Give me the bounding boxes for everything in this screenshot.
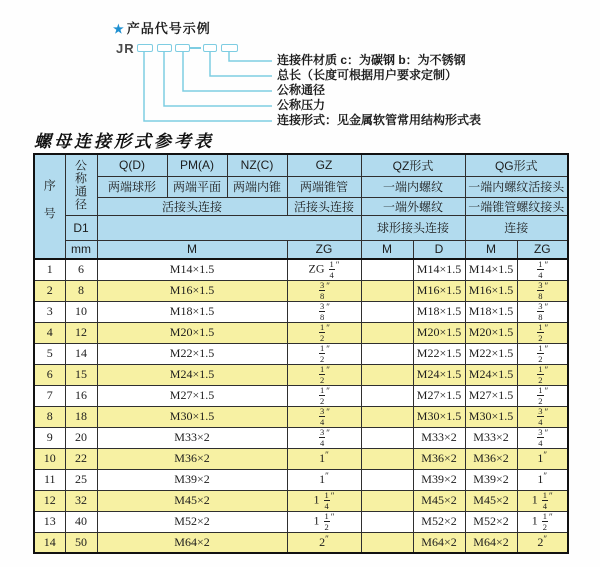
fraction: $\frac{3}{8}$: [538, 301, 543, 322]
fraction: $\frac{1}{2}$: [320, 322, 325, 343]
inch-mark: ″: [330, 512, 335, 523]
header-row-1: [34, 154, 568, 176]
cell-mm: 25: [65, 469, 97, 490]
cell-seq: 12: [34, 490, 65, 511]
cell-seq: 10: [34, 448, 65, 469]
cell-zg: 1″: [287, 469, 361, 490]
cell-qgzg: 1″: [517, 469, 568, 490]
cell-qzd: M39×2: [413, 469, 465, 490]
fraction: $\frac{1}{2}$: [324, 511, 329, 532]
cell-qgm: M33×2: [465, 427, 517, 448]
mm-label: mm: [65, 240, 97, 259]
qz-d-label: D: [413, 240, 465, 259]
fraction: $\frac{3}{8}$: [320, 280, 325, 301]
cell-qzd: M16×1.5: [413, 280, 465, 301]
cell-m: M64×2: [97, 532, 287, 553]
cell-mm: 40: [65, 511, 97, 532]
inch-mark: ″: [326, 302, 330, 313]
fraction: $\frac{1}{2}$: [320, 364, 325, 385]
header-row-4: [34, 215, 568, 240]
cell-seq: 4: [34, 322, 65, 343]
cell-qzm: [361, 511, 413, 532]
cell-qzm: [361, 406, 413, 427]
table-row: [34, 532, 568, 553]
inch-mark: ″: [326, 344, 330, 355]
cell-m: M18×1.5: [97, 301, 287, 322]
cell-qgzg: [517, 322, 568, 343]
inch-mark: ″: [543, 450, 548, 461]
fraction: $\frac{3}{4}$: [538, 406, 543, 427]
inch-mark: ″: [544, 407, 549, 418]
qz-desc-2: 一端外螺纹: [361, 197, 465, 215]
inch-mark: ″: [543, 471, 548, 482]
inch-mark: ″: [544, 260, 549, 271]
table-row: [34, 406, 568, 427]
inch-mark: ″: [544, 344, 549, 355]
table-row: [34, 364, 568, 385]
qz-desc-1: 一端内螺纹: [361, 176, 465, 197]
cell-seq: 2: [34, 280, 65, 301]
nut-connection-reference-table: [33, 153, 569, 554]
table-row: [34, 301, 568, 322]
zg-label: ZG: [287, 240, 361, 259]
fraction: $\frac{3}{4}$: [538, 427, 543, 448]
col-header-nz: NZ(C): [227, 154, 287, 176]
cell-mm: 12: [65, 322, 97, 343]
cell-seq: 14: [34, 532, 65, 553]
cell-qgzg: [517, 364, 568, 385]
cell-m: M27×1.5: [97, 385, 287, 406]
qg-m-label: M: [465, 240, 517, 259]
gz-connection: 活接头连接: [287, 197, 361, 215]
q-desc: 两端球形: [97, 176, 167, 197]
col-header-pm: PM(A): [167, 154, 227, 176]
cell-zg: [287, 427, 361, 448]
cell-qgzg: [517, 406, 568, 427]
cell-qgm: M27×1.5: [465, 385, 517, 406]
col-header-dn: 公称通径: [65, 154, 97, 215]
inch-mark: ″: [330, 491, 335, 502]
cell-qzm: [361, 490, 413, 511]
cell-qgzg: [517, 301, 568, 322]
m-label: M: [97, 240, 287, 259]
fraction: $\frac{1}{4}$: [324, 490, 329, 511]
cell-m: M36×2: [97, 448, 287, 469]
fraction: $\frac{1}{2}$: [538, 322, 543, 343]
cell-qzm: [361, 280, 413, 301]
cell-zg: [287, 343, 361, 364]
inch-mark: ″: [326, 365, 330, 376]
inch-mark: ″: [325, 450, 329, 461]
qz-m-label: M: [361, 240, 413, 259]
table-row: [34, 469, 568, 490]
cell-qgm: M64×2: [465, 532, 517, 553]
cell-seq: 13: [34, 511, 65, 532]
inch-mark: ″: [549, 512, 553, 523]
inch-mark: ″: [326, 386, 330, 397]
cell-qzm: [361, 322, 413, 343]
cell-qgm: M14×1.5: [465, 259, 517, 280]
diagram-label-pressure: 公称压力: [277, 98, 326, 112]
qg-desc-3: 连接: [465, 215, 568, 240]
qg-desc-2: 一端锥管螺纹接头: [465, 197, 568, 215]
blank-cell: [97, 215, 361, 240]
union-connection: 活接头连接: [97, 197, 287, 215]
col-header-qg: QG形式: [465, 154, 568, 176]
diagram-label-connection: 连接形式：见金属软管常用结构形式表: [277, 113, 482, 127]
cell-qzd: M45×2: [413, 490, 465, 511]
table-row: [34, 511, 568, 532]
cell-mm: 10: [65, 301, 97, 322]
table-row: [34, 259, 568, 280]
table-title: 螺母连接形式参考表: [34, 132, 214, 152]
cell-qgm: M45×2: [465, 490, 517, 511]
table-row: [34, 490, 568, 511]
inch-mark: ″: [544, 386, 549, 397]
table-row: [34, 322, 568, 343]
inch-mark: ″: [544, 323, 549, 334]
cell-m: M33×2: [97, 427, 287, 448]
cell-m: M39×2: [97, 469, 287, 490]
table-row: [34, 343, 568, 364]
cell-mm: 6: [65, 259, 97, 280]
fraction: $\frac{1}{2}$: [538, 343, 543, 364]
cell-qgm: M52×2: [465, 511, 517, 532]
cell-qzm: [361, 301, 413, 322]
cell-m: M16×1.5: [97, 280, 287, 301]
cell-zg: [287, 406, 361, 427]
fraction: $\frac{1}{4}$: [329, 259, 334, 280]
diagram-label-diameter: 公称通径: [277, 83, 326, 97]
inch-mark: ″: [544, 302, 549, 313]
inch-mark: ″: [326, 428, 330, 439]
cell-qgzg: [517, 343, 568, 364]
inch-mark: ″: [549, 491, 553, 502]
cell-zg: [287, 385, 361, 406]
table-row: [34, 385, 568, 406]
cell-zg: 1 $\frac{1}{2}$ ″: [287, 511, 361, 532]
cell-qzm: [361, 448, 413, 469]
cell-qzd: M30×1.5: [413, 406, 465, 427]
cell-qzm: [361, 427, 413, 448]
cell-m: M24×1.5: [97, 364, 287, 385]
cell-qgm: M18×1.5: [465, 301, 517, 322]
cell-qgm: M22×1.5: [465, 343, 517, 364]
cell-qzd: M20×1.5: [413, 322, 465, 343]
fraction: $\frac{1}{2}$: [320, 343, 325, 364]
cell-qzd: M64×2: [413, 532, 465, 553]
cell-qgzg: [517, 259, 568, 280]
inch-mark: ″: [326, 323, 330, 334]
diagram-label-length: 总长（长度可根据用户要求定制）: [277, 68, 458, 82]
header-row-2: [34, 176, 568, 197]
qz-desc-3: 球形接头连接: [361, 215, 465, 240]
inch-mark: ″: [326, 407, 330, 418]
d1-label: D1: [65, 215, 97, 240]
cell-zg: [287, 280, 361, 301]
cell-seq: 6: [34, 364, 65, 385]
cell-qzd: M24×1.5: [413, 364, 465, 385]
cell-m: M22×1.5: [97, 343, 287, 364]
cell-qgzg: [517, 280, 568, 301]
cell-qgzg: 1 $\frac{1}{2}$ ″: [517, 511, 568, 532]
table-body: [34, 259, 568, 553]
cell-qzd: M33×2: [413, 427, 465, 448]
cell-zg: [287, 322, 361, 343]
cell-qzd: M14×1.5: [413, 259, 465, 280]
cell-m: M20×1.5: [97, 322, 287, 343]
fraction: $\frac{1}{2}$: [320, 385, 325, 406]
cell-qzd: M27×1.5: [413, 385, 465, 406]
gz-desc: 两端锥管: [287, 176, 361, 197]
fraction: $\frac{3}{4}$: [320, 427, 325, 448]
cell-qzm: [361, 364, 413, 385]
cell-qzd: M36×2: [413, 448, 465, 469]
cell-seq: 3: [34, 301, 65, 322]
cell-mm: 22: [65, 448, 97, 469]
header-row-3: [34, 197, 568, 215]
cell-mm: 14: [65, 343, 97, 364]
fraction: $\frac{3}{8}$: [320, 301, 325, 322]
inch-mark: ″: [544, 428, 549, 439]
cell-qgm: M16×1.5: [465, 280, 517, 301]
inch-mark: ″: [543, 534, 548, 545]
cell-qgzg: 1″: [517, 448, 568, 469]
pm-desc: 两端平面: [167, 176, 227, 197]
cell-mm: 18: [65, 406, 97, 427]
col-header-q: Q(D): [97, 154, 167, 176]
cell-mm: 20: [65, 427, 97, 448]
cell-zg: 1″: [287, 448, 361, 469]
fraction: $\frac{1}{2}$: [538, 364, 543, 385]
col-header-gz: GZ: [287, 154, 361, 176]
cell-qgzg: [517, 385, 568, 406]
cell-qgm: M39×2: [465, 469, 517, 490]
qg-zg-label: ZG: [517, 240, 568, 259]
cell-m: M14×1.5: [97, 259, 287, 280]
cell-m: M52×2: [97, 511, 287, 532]
header-row-5: [34, 240, 568, 259]
cell-qgzg: 1 $\frac{1}{4}$ ″: [517, 490, 568, 511]
cell-zg: 1 $\frac{1}{4}$ ″: [287, 490, 361, 511]
fraction: $\frac{1}{4}$: [542, 490, 548, 511]
cell-mm: 50: [65, 532, 97, 553]
cell-qgm: M36×2: [465, 448, 517, 469]
product-code-diagram: [0, 0, 600, 140]
cell-qzm: [361, 259, 413, 280]
qg-desc-1: 一端内螺纹活接头: [465, 176, 568, 197]
cell-qzd: M52×2: [413, 511, 465, 532]
nz-desc: 两端内锥: [227, 176, 287, 197]
cell-seq: 5: [34, 343, 65, 364]
fraction: $\frac{1}{4}$: [538, 259, 543, 280]
cell-seq: 9: [34, 427, 65, 448]
diagram-title-text: 产品代号示例: [126, 21, 211, 36]
inch-mark: ″: [335, 260, 340, 271]
cell-qgm: M24×1.5: [465, 364, 517, 385]
cell-zg: [287, 301, 361, 322]
cell-m: M45×2: [97, 490, 287, 511]
cell-seq: 11: [34, 469, 65, 490]
cell-zg: [287, 364, 361, 385]
cell-zg: 2″: [287, 532, 361, 553]
cell-qzm: [361, 385, 413, 406]
cell-mm: 32: [65, 490, 97, 511]
cell-qzd: M18×1.5: [413, 301, 465, 322]
cell-qzm: [361, 532, 413, 553]
cell-m: M30×1.5: [97, 406, 287, 427]
inch-mark: ″: [544, 281, 549, 292]
product-code-prefix: JR: [116, 41, 135, 56]
fraction: $\frac{1}{2}$: [542, 511, 548, 532]
table-row: [34, 448, 568, 469]
cell-seq: 8: [34, 406, 65, 427]
cell-qgm: M30×1.5: [465, 406, 517, 427]
inch-mark: ″: [544, 365, 549, 376]
col-header-seq: 序号: [34, 154, 65, 259]
table-row: [34, 427, 568, 448]
cell-seq: 1: [34, 259, 65, 280]
cell-qgzg: 2″: [517, 532, 568, 553]
star-icon: ★: [113, 22, 125, 36]
table-header: [34, 154, 568, 259]
inch-mark: ″: [325, 471, 329, 482]
cell-mm: 16: [65, 385, 97, 406]
cell-qgm: M20×1.5: [465, 322, 517, 343]
cell-qgzg: [517, 427, 568, 448]
diagram-label-material: 连接件材质 c：为碳钢 b：为不锈钢: [277, 53, 466, 67]
fraction: $\frac{1}{2}$: [538, 385, 543, 406]
inch-mark: ″: [326, 281, 330, 292]
cell-seq: 7: [34, 385, 65, 406]
cell-zg: ZG $\frac{1}{4}$ ″: [287, 259, 361, 280]
fraction: $\frac{3}{4}$: [320, 406, 325, 427]
fraction: $\frac{3}{8}$: [538, 280, 543, 301]
cell-qzd: M22×1.5: [413, 343, 465, 364]
table-row: [34, 280, 568, 301]
cell-qzm: [361, 343, 413, 364]
cell-mm: 15: [65, 364, 97, 385]
cell-qzm: [361, 469, 413, 490]
cell-mm: 8: [65, 280, 97, 301]
inch-mark: ″: [325, 534, 329, 545]
col-header-qz: QZ形式: [361, 154, 465, 176]
